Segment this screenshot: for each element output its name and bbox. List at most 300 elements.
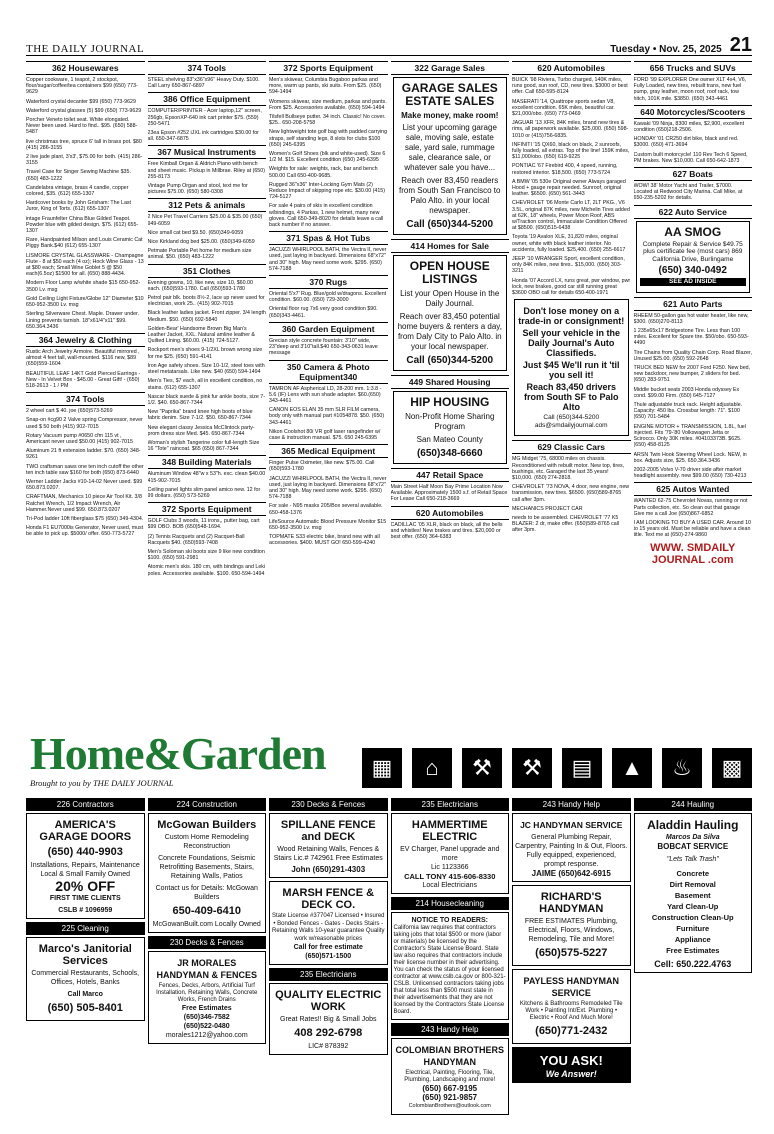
- section-header: 447 Retail Space: [391, 468, 510, 482]
- service-item: Concrete: [676, 869, 709, 878]
- call-label: Call Marco: [67, 991, 103, 998]
- business-phone-alt: (650)522-0480: [183, 1023, 230, 1030]
- section-header: 312 Pets & animals: [148, 198, 267, 212]
- classified-ad: Atomic men's skis. 180 cm, with bindings and Leki poles. Accessories available. $100. 650-594-1494: [147, 564, 266, 577]
- business-specialties: Concrete Foundations, Seismic Retrofitting Basements, Stairs, Retaining Walls, Patios: [158, 855, 256, 880]
- section-header: 640 Motorcycles/Scooters: [634, 105, 753, 119]
- promo-title: HIP HOUSING: [410, 395, 490, 409]
- section-header: 322 Garage Sales: [391, 61, 510, 75]
- business-email[interactable]: morales1212@yahoo.com: [165, 1032, 248, 1039]
- mcgowan-builders-ad: [148, 813, 267, 933]
- ad-list: [391, 484, 510, 503]
- section-header: 449 Shared Housing: [391, 375, 510, 389]
- promo-line: Reach 83,450 drivers from South SF to Palo Alto: [524, 382, 619, 413]
- promo-body: List your upcoming garage sale, moving sale, estate sale, yard sale, rummage sale, clearance sale, or whatever sale you have...: [402, 123, 497, 172]
- classified-ad: 2 Nice Pet Travel Carriers $25.00 & $35.00 (650) 949-6059: [147, 214, 263, 227]
- offer-percent: 20% OFF: [55, 878, 116, 894]
- saw-icon: ▤: [562, 748, 602, 788]
- classified-ad: live christmas tree, spruce 6' tall in brass pot. $80 (415) 286-3155: [26, 138, 142, 151]
- classified-ad: CHEVROLET '06 Monte Carlo LT, 2LT PKG., V6 3.5L, original 87K miles, new Michelin Tires added at 62K, 18" wheels, Power Moon Roof, ABS w/Traction control, Immaculate Condition Offered at $8500. (650)515-6438: [512, 200, 630, 232]
- notice-title: NOTICE TO READERS:: [411, 917, 488, 924]
- promo-contact: Call (650)344-5200 ads@smdailyjournal.com: [534, 414, 608, 429]
- business-services: Electrical, Painting, Flooring, Tile, Plumbing, Landscaping and more!: [404, 1070, 496, 1083]
- business-phone: (650)575-5227: [535, 947, 608, 959]
- toolbox-icon: ▩: [712, 748, 752, 788]
- section-header: 226 Contractors: [26, 798, 145, 811]
- business-tagline: Local Electricians: [422, 882, 477, 889]
- jc-handyman-ad: [512, 813, 631, 882]
- classified-ad: Kawaki '09 Ninja, 8300 miles, $2,900, excellent condition (650)218-2506.: [633, 120, 745, 134]
- classified-ad: needs to be assembled. CHEVROLET '77 K5 BLAZER: 2 dr, make offer. (650)589-8765 call after 3pm.: [512, 514, 620, 534]
- classified-ad: Honda '07 Accord LX, runs great, pwr window, pwr lock, new brakes, good car still running great $3600 OBO call for details 650-400-1971: [512, 277, 631, 297]
- section-header: 625 Autos Wanted: [634, 482, 753, 496]
- promo-body: List your Open House in the Daily Journal.: [400, 289, 500, 308]
- classified-ad: CHEVROLET '73 NOVA, 4 door, new engine, new transmission, new tires. $6500. (650)589-8765 call after 3pm.: [512, 484, 630, 503]
- classified-ad: Honda F1 EU7000is Generator, Never used, must be able to pick up. $5000/ offer. 650-773-5727: [26, 525, 144, 538]
- section-header: 620 Automobiles: [512, 61, 631, 75]
- classified-ad: STEEL shelving 83"x36"x96" Heavy Duty. $100. Call Larry 650-867-6897: [147, 77, 260, 90]
- wrench-icon: ⚒: [462, 748, 502, 788]
- license-number: Lic 1123366: [430, 864, 469, 871]
- owner-name: Marcos Da Silva: [665, 834, 720, 841]
- classified-ad: MECHANICS PROJECT CAR: [512, 505, 583, 512]
- ad-list: [634, 77, 753, 102]
- classified-ad: Woman's stylish Tangerine color full-length Size 16 "Tote" raincoat. $65 (650) 867-7344: [147, 439, 260, 453]
- service-list: [637, 868, 750, 956]
- business-name: MARSH FENCE & DECK CO.: [282, 887, 375, 911]
- notice-body: California law requires that contractors taking jobs that total $500 or more (labor or materials) be licensed by the Contractor's State License Board. State law also requires that contractors include their license number in their advertising. You can check the status of your licensed contractor at www.cslb.ca.gov or 800-321-CSLB. Unlicensed contractors taking jobs that total less than $500 must state in their advertisements that they are not licensed by the Contractors State License Board.: [393, 925, 506, 1015]
- richards-handyman-ad: [512, 885, 631, 966]
- classified-ad: Vintage Pump Organ and stool, text me for pictures $75.00. (650) 580-0308: [147, 183, 248, 196]
- promo-phone: Call (650)344-5200: [406, 219, 494, 230]
- classified-ad: 1 235x65x17 Bridgestone Tire. Less than 100 miles. Excellent for Spare tire. $50/obo. 650-593-4490: [633, 328, 749, 347]
- marcos-janitorial-ad: [26, 937, 145, 1021]
- service-item: Basement: [674, 891, 711, 900]
- classified-ad: Middle bucket seats 2003 Honda odyssey Ex cond. $99.00 Firm. (650) 645-7127: [633, 386, 740, 399]
- ad-list: [391, 522, 510, 541]
- classified-ad: TAMRON AF Aspherical LD, 28-200 mm. 1:3.8 - 5.6 (IF) Lens with sun shade adapter. $60.(650) 343-4461: [269, 385, 382, 404]
- business-phone: 650-409-6410: [172, 905, 241, 917]
- aladdin-hauling-ad: [634, 813, 753, 973]
- classified-ad: Nascar black suede & pink fur ankle boots, size 7-1/2. $40. 650-867-7344: [147, 393, 265, 406]
- masthead-right: [610, 35, 752, 55]
- classified-ad: JEEP '10 WRANGER Sport, excellent condition, only 84K miles, new tires.. $15,000. (650) 303-3211: [512, 256, 625, 275]
- business-phone-alt: (650) 921-9857: [422, 1093, 478, 1102]
- classified-ad: Men's Ties, $7 each, all in excellent condition, no stains. (612) 655-1307: [147, 378, 263, 391]
- business-name: JC HANDYMAN SERVICE: [520, 820, 623, 830]
- classified-ad: JAGUAR '13 XFR, 84K miles, brand new tires & rims, all paperwork available. $25,000. (650) 598-1010 or (415)756-6835.: [512, 120, 629, 139]
- ad-list: [148, 280, 267, 453]
- section-header: 244 Hauling: [634, 798, 753, 811]
- business-services: General Plumbing Repair, Carpentry, Painting In & Out, Floors.: [515, 834, 628, 850]
- classified-ad: 23ea Epson #252 iJXL ink cartridges $30.00 for all. 650-347-6875: [147, 130, 259, 143]
- paint-roller-icon: ▦: [362, 748, 402, 788]
- ad-list: [269, 247, 388, 272]
- smdailyjournal-logo[interactable]: WWW. SMDAILY JOURNAL .com: [650, 541, 736, 566]
- business-phone: (650) 505-8401: [47, 1002, 123, 1014]
- hip-housing-ad: [393, 391, 508, 464]
- see-ad-inside-badge: SEE AD INSIDE: [640, 278, 747, 286]
- ad-list: [26, 77, 145, 330]
- classified-ad: HONDAY '01 CR250 dirt bike, black and red. $3000. (650) 471-3694: [633, 136, 739, 149]
- classified-ad: A BMW '05 530e Original owner Always garaged Hood + gauge repair needed. Sunroof, original leather. $6500. (650) 561-3443: [512, 178, 626, 198]
- classified-ad: CRAFTMAN, Mechanics 10 piece Air Tool Kit. 3/8 Ratchet Wrench, 1/2 Impact Wrench, Air Hammer.Never used $99. 650.873.0207: [26, 494, 142, 513]
- classified-ad: Rotary Vacuum pump #0650 cfm 115 vt , Americant never used $50.00 (415) 902-7015: [26, 432, 133, 445]
- business-slogan: "Lets Talk Trash": [666, 856, 719, 863]
- marsh-fence-ad: [269, 881, 388, 965]
- home-garden-banner: [30, 728, 752, 788]
- section-header: 360 Garden Equipment: [269, 322, 388, 336]
- classified-ad: Tire Chains from Quality Chain Corp. Road Blazer, Unused $25.00. (650) 592-2648: [633, 349, 752, 362]
- quality-electric-ad: [269, 983, 388, 1055]
- classified-ad: FORD '99 EXPLORER One owner XLT 4x4, V6, Fully Loaded, new tires, rebuilt trans, new fuel pump, gray leather, moon roof, roof rack, tow hitch, 101K mile. $3850. (650) 343-4461: [633, 77, 747, 102]
- classified-ad: Thule adjustable truck rack. Height adjustable. Capacity: 450 lbs. Crossbar length: 71". $100 (650) 701-5484: [633, 402, 743, 421]
- classified-ad: Oriental floor rug 7x6 very good condition $90. (650)343-4461.: [269, 306, 378, 319]
- home-garden-title: Home&Garden: [30, 728, 326, 779]
- classified-column-6: [634, 60, 753, 724]
- ad-list: [26, 408, 145, 537]
- business-name: McGowan Builders: [157, 819, 257, 831]
- section-header: 370 Rugs: [269, 275, 388, 289]
- classified-ad: Hardcover books by John Grisham: The Last Juror, King of Torts. (612) 655-1307: [26, 200, 132, 213]
- home-garden-subtitle: Brought to you by THE DAILY JOURNAL: [30, 778, 174, 788]
- business-name: PAYLESS HANDYMAN SERVICE: [523, 976, 619, 998]
- auto-classifieds-promo: [514, 299, 629, 436]
- business-services: Great Rates!! Big & Small Jobs: [280, 1016, 377, 1023]
- ad-list: [634, 183, 753, 202]
- classified-ad: Iron Age safety shoes. Size 10-1/2, steel toes with steel metatarsals. Like new. $40 (650) 594-1494: [147, 362, 265, 376]
- classified-ad: Candelabra vintage, brass 4 candle, copper colored, $35. (612) 655-1307: [26, 184, 129, 198]
- classified-ad: TOPMATE S33 electric bike, brand new with all accessories. $400. MUST GO! 650-599-4240: [269, 534, 380, 547]
- section-header: 230 Decks & Fences: [269, 798, 388, 811]
- open-house-promo: [393, 255, 508, 371]
- business-tagline: Fully equipped, experienced, prompt response.: [526, 852, 616, 868]
- service-item: Furniture: [676, 924, 710, 933]
- ad-list: [148, 77, 267, 89]
- classified-ad: Ceiling panel lights slim panel amico new. 12 for 99 dollars. (650) 573-5269: [147, 486, 261, 499]
- faucet-icon: ♨: [662, 748, 702, 788]
- business-phone: Cell: 650.222.4763: [654, 959, 732, 969]
- classified-ad: Nice Kirkland dog bed $25.00. (650)349-6059: [147, 239, 255, 246]
- classified-ad: Petrol pair blk. boots 8½-2, lace up never used for electrician, work 25.. (415) 902-7015: [147, 295, 265, 308]
- section-header: 386 Office Equipment: [148, 92, 267, 106]
- promo-line: Sell your vehicle in the Daily Journal's Auto Classifieds.: [522, 328, 621, 359]
- classified-ad: Tri-Pod ladder 10ft fiberglass $75 (650) 349-4304.: [26, 515, 144, 522]
- section-header: 367 Musical Instruments: [148, 145, 267, 159]
- classified-ad: Nice small cat bed $9.50. (650)349-6059: [147, 229, 244, 236]
- promo-line: Don't lose money on a trade-in or consignment!: [518, 306, 625, 327]
- classified-ad: CADILLAC '05 XLR, black on black, all the bells and whistles! New brakes and tires. $20,000 or best offer. (650) 364-6383: [390, 521, 503, 541]
- service-item: Free Estimates: [666, 946, 720, 955]
- you-ask-headline: YOU ASK!: [539, 1053, 603, 1068]
- business-website: McGowanBuilt.com Locally Owned: [152, 921, 261, 928]
- classified-ad: Golden-Bear' Handsome Brown Big Man's Leather Jacket, XXL. Natural amline leather & Quilted Lining. $60.00. (415) 724-5127.: [147, 325, 255, 345]
- business-email[interactable]: ColombianBrothers@outlook.com: [408, 1103, 491, 1109]
- classified-ad: Women's Golf Shoes (blk and white-used). Size 6 1/2 M. $15. Excellent condition (650) 245-6395: [269, 151, 386, 164]
- section-header: 620 Automobiles: [391, 506, 510, 520]
- spillane-fence-ad: [269, 813, 388, 878]
- directory-column-6: [634, 798, 753, 1132]
- paper-name: THE DAILY JOURNAL: [26, 43, 145, 55]
- classified-ad: 2002-2005 Volvo V-70 driver side after market headlight assembly. new $99.00 (650) 730-4213: [633, 466, 747, 480]
- section-header: 374 Tools: [26, 392, 145, 406]
- section-header: 351 Clothes: [148, 264, 267, 278]
- classified-ad: Rockport men's shoes 9-1/2XL brown wrong size for me $25. (650) 591-4141: [147, 347, 263, 360]
- license-number: LIC# 878392: [308, 1043, 349, 1050]
- section-header: 364 Jewelry & Clothing: [26, 333, 145, 347]
- license-number: CSLB # 1096959: [58, 907, 113, 914]
- classified-ad: I AM LOOKING TO BUY A USED CAR. Around 10 to 15 years old. Must be reliable and have a clean title. Text me at (650)-274-9860: [633, 519, 751, 539]
- classified-column-1: [26, 60, 145, 724]
- classified-ad: Travel Case for Singer Sewing Machine $35. (650) 483-1222: [26, 169, 131, 182]
- directory-column-4: [391, 798, 510, 1132]
- business-services: Kitchens & Bathrooms Remodeled Tile Work • Painting Int/Ext. Plumbing • Electric • Roof And Much More!: [519, 1001, 623, 1021]
- section-header: 365 Medical Equipment: [269, 444, 388, 458]
- classified-ad: Modern Floor Lamp w/white shade $15 650-952-3500 Lv. msg: [26, 280, 141, 293]
- promo-reach: Reach over 83,450 potential home buyers & renters a day, from Daly City to Palo Alto. in your local newspaper.: [397, 312, 502, 351]
- business-phone: (650)346-7582: [183, 1014, 230, 1021]
- section-header: 225 Cleaning: [26, 922, 145, 935]
- business-services: Commercial Restaurants, Schools, Offices, Hotels, Banks: [31, 970, 140, 986]
- classified-ad: MG Midget '75, 68000 miles on chassis. Reconditioned with rebuilt motor. New top, tires, bushings, etc. Garaged the last 35 years! $10,000. (650) 274-2818.: [512, 456, 625, 481]
- business-phone: 408 292-6798: [294, 1027, 363, 1039]
- ad-list: [148, 214, 267, 260]
- garage-sale-promo: [393, 77, 508, 235]
- business-name: SPILLANE FENCE and DECK: [280, 819, 376, 843]
- classified-ad: COMPUTER/PRINTER - Acer laptop,12" screen, 256gb, EpsonXP-640 ink cart printer $75. (559) 250-5471: [147, 108, 262, 127]
- business-name: Marco's Janitorial Services: [38, 943, 132, 967]
- business-phone: (650)571-1500: [305, 953, 352, 960]
- section-header: 243 Handy Help: [512, 798, 631, 811]
- classified-ad: LifeSource Automatic Blood Pressure Monitor $15 650-952-3500 Lv. msg: [269, 518, 387, 531]
- classified-ad: LISMORE CRYSTAL GLASSWARE - Champagne Flute - 8 at $50 each (4 oz); Hock Wine Glass - 13 at $80 each; Small Wine Goblet 5 @ $50 each(6.5oz) $1500 for all. (650) 888-4434.: [26, 252, 144, 278]
- classified-ad: Oriental 5'x7' Rug. Blue/gold w/dragons. Excellent condition. $60.00. (650) 729-3000: [269, 291, 387, 304]
- business-name: JR MORALES HANDYMAN & FENCES: [156, 958, 257, 980]
- house-icon: ⌂: [412, 748, 452, 788]
- business-name: HAMMERTIME ELECTRIC: [411, 819, 488, 843]
- classified-ad: Weights for sale: weights, rack, bar and bench 500.00 Call 650-400-9685.: [269, 166, 378, 179]
- classified-ad: Sterling Silverware Chest. Maple. Drawer under. Lining prevents tarnish. 18"x61/4"x11" $99. 650.364.3436: [26, 311, 140, 330]
- classified-ad: Finger Pulse Oximeter, like new. $75.00. Call (650)593-1780: [269, 460, 375, 473]
- promo-phone: (650)348-6660: [416, 448, 483, 459]
- classified-ad: 2 live jade plant, 3'x3', $75.00 for both. (415) 286-3155: [26, 154, 143, 167]
- section-header: 235 Electricians: [269, 968, 388, 981]
- classified-ad: INFINITI '15 QX60, black on black, 2 sunroofs, fully loaded, all extras. Top of the line! 159K miles, $11,000/obo. (650) 619-9225: [512, 141, 630, 161]
- classified-ad: Aluminum Window 48"w x 53"h. exc. clean $40.00 415-902-7015: [147, 471, 266, 484]
- promo-title: GARAGE SALES ESTATE SALES: [401, 81, 498, 108]
- business-name: RICHARD'S HANDYMAN: [539, 891, 604, 915]
- service-directory: [26, 798, 752, 1132]
- classified-ad: Rustic Arch Jewelry Armoire. Beautiful mirrored , almost 4 feet tall, wall-mounted. $116 new, $89 (650)559-1604: [26, 348, 140, 368]
- directory-column-5: [512, 798, 631, 1132]
- business-tagline: Local & Small Family Owned: [40, 871, 130, 878]
- ad-list: [269, 291, 388, 319]
- section-header: 348 Building Materials: [148, 455, 267, 469]
- section-header: 224 Construction: [148, 798, 267, 811]
- ad-list: [148, 161, 267, 195]
- cslb-notice: [391, 912, 510, 1020]
- business-name: AMERICA'S GARAGE DOORS: [39, 819, 132, 843]
- classified-ad: MASERATI '14, Quattrope sports sedan V8, excellent condition. 65K miles, beautiful car. $21,000/obo. (650) 773-0469: [512, 98, 615, 118]
- colombian-brothers-ad: [391, 1038, 510, 1115]
- section-header: 243 Handy Help: [391, 1023, 510, 1036]
- business-services: Fences, Decks, Arbors, Artificial Turf Installation, Retaining Walls, Concrete Works, French Drains: [156, 983, 258, 1003]
- classified-ad: Tilsfell Bullseye putter. 34 inch. Classic! No cover. $25.. 650-208-5758: [269, 114, 386, 127]
- ad-list: [148, 471, 267, 499]
- free-estimates: Free Estimates: [181, 1005, 232, 1012]
- promo-reach: Reach over 83,450 readers from South San Francisco to Palo Alto. in your local newspaper.: [399, 176, 501, 215]
- classified-ad: TWO craftsman saws one ten inch cutoff the other ten inch table saw $160 for both (650) 873-6440: [26, 463, 144, 476]
- classified-ad: WANTED 62-75 Chevrolet Novas, running or not Parts collection, etc. So clean out that garage Give me a call Joe (650)867-6852: [633, 498, 748, 517]
- section-header: 230 Decks & Fences: [148, 936, 267, 949]
- americas-garage-doors-ad: [26, 813, 145, 919]
- service-item: Construction Clean-Up: [651, 913, 734, 922]
- section-header: 362 Housewares: [26, 61, 145, 75]
- ad-list: [269, 338, 388, 357]
- business-name: Aladdin Hauling: [647, 818, 739, 832]
- promo-body: Complete Repair & Service $49.75 plus certificate fee (most cars) 869 California Drive, Burlingame: [642, 240, 743, 263]
- classified-ad: Snap-on #cg90 2 Valve spring Compressor, never used $ 50 both (415) 902-7015: [26, 417, 143, 430]
- ad-list: [269, 460, 388, 546]
- ad-list: [26, 349, 145, 389]
- classified-ad: TRUCK BED NEW for 2007 Ford F250. New bed, new backdoor, new bumper, 2 sliders for bed. (650) 283-9751: [633, 365, 751, 384]
- business-name: QUALITY ELECTRIC WORK: [275, 989, 382, 1013]
- classified-ad: GOLF Clubs 3 woods, 11 irons,, putter bag, cart $99 OBO. BOB (650)548-1694.: [147, 518, 260, 531]
- you-ask-promo: [512, 1047, 631, 1083]
- promo-line: Just $45 We'll run it 'til you sell it!: [522, 360, 620, 381]
- classified-ad: RHEEM 50-gallon gas hot water heater, like new, $300. (650)270-8113: [633, 312, 749, 325]
- call-label: Call for free estimate: [293, 944, 363, 951]
- business-services: State License #377047 Licensed • Insured • Bonded Fences - Gates - Decks Stairs - Retaining Walls 10-year guarantee Quality work w/reasonable prices: [272, 913, 385, 942]
- classified-ad: Evening gowns, 10, like new, size 10, $60.00 each. (650)593-1780. Call (650)593-1780: [147, 279, 253, 292]
- classified-ad: Rare, Handpainted Milson and Louis Ceramic Cat Piggy Bank.$40 (612) 655-1307: [26, 237, 143, 250]
- classified-ad: Toyota '19 Avalon XLE, 31,820 miles, original owner, white with black leather interior. No accidents, fully loaded. $25,400. (650) 255-6617: [512, 234, 626, 253]
- classified-ad: ARSN Twin Hook Steering Wheel Lock. NEW, in box. Adjusts size, $25. 650.364.3436: [633, 451, 747, 464]
- classified-ad: JACUZZI WHIRLPOOL BATH, the Vectra II, never used, just laying in backyard. Dimensions 68"x72" and 30" high. May need some work. $295. (650) 574-7188: [269, 247, 387, 272]
- promo-title: OPEN HOUSE LISTINGS: [409, 259, 490, 286]
- ad-list: [634, 121, 753, 164]
- jr-morales-ad: [148, 951, 267, 1044]
- classified-ad: intage Fraunfelter China Blue Gilded Teapot. Powder blue with gilded design. $75. (612) 655-1307: [26, 215, 139, 235]
- hammer-icon: ⚒: [512, 748, 552, 788]
- section-header: 214 Housecleaning: [391, 897, 510, 910]
- service-item: Dirt Removal: [669, 880, 716, 889]
- classified-ad: WOW! 38' Motor Yacht and Trailer, $7000. Located at Redwood City Marina. Call Mike, at 650-235-5202 for details.: [633, 183, 743, 202]
- classified-ad: Gold Ceiling Light Fixture/Globe 12" Diameter $10 650-952-3500 Lv. msg: [26, 295, 144, 309]
- classified-ad: Aluminum 21 ft extension ladder. $70. (650) 348-9261: [26, 448, 141, 461]
- classifieds: [26, 60, 752, 724]
- business-name: COLOMBIAN BROTHERS HANDYMAN: [395, 1045, 504, 1067]
- section-header: 372 Sports Equipment: [148, 502, 267, 516]
- business-phone: JAIME (650)642-6915: [531, 869, 611, 878]
- promo-area: San Mateo County: [416, 435, 483, 444]
- business-phone: CALL TONY 415-606-8330: [404, 872, 496, 881]
- classified-ad: Womens skiwear, size medium, parkas and pants. From $25. Accessories available. (650) 594-1494: [269, 98, 387, 111]
- section-header: 371 Spas & Hot Tubs: [269, 231, 388, 245]
- promo-body: Non-Profit Home Sharing Program: [405, 412, 495, 431]
- service-item: Yard Clean-Up: [667, 902, 719, 911]
- classified-ad: New "Paprika" brand knee high boots of blue fabric denim. Size 7-1/2. $50. 650-867-7344: [147, 409, 253, 422]
- classified-ad: BEAUTIFUL LEAF 14KT Gold Pierced Earrings - New - In Velvet Box - $45.00 - Great Gift! - (650) 518-2613 - 1 / PM: [26, 370, 141, 389]
- masthead: [26, 34, 752, 56]
- promo-phone: (650) 340-0492: [658, 265, 727, 277]
- classified-ad: Free Kimball Organ & Aldrich Piano with bench and sheet music. Pickup in Millbrae. Riley at (650) 255-8173: [147, 161, 265, 180]
- section-header: 235 Electricians: [391, 798, 510, 811]
- classified-ad: Men's skiwear, Columbia Bugaboo parkas and more, warm up pants, ski suits. From $25. (650) 594-1494: [269, 77, 382, 96]
- business-phone: (650)771-2432: [535, 1025, 608, 1037]
- classified-ad: Custom built motorcycle! 110 Rev Tech 6 Speed, PM brakes. New $10,000. Call 650-642-1873: [633, 151, 748, 164]
- classified-ad: PONTIAC '67 Firebird 400, 4 speed, running, restored interior. $18,500. (650) 773-5724: [512, 163, 618, 176]
- ad-list: [512, 456, 631, 533]
- classified-ad: Men's Soloman ski boots size 9 like new condition $100. (650) 591-2981: [147, 548, 265, 562]
- classified-ad: New lightweight tote golf bag with padded carrying straps, self standing legs, 8 slots for clubs $100 (650) 245-6395: [269, 129, 388, 148]
- business-services: Installations, Repairs, Maintenance: [30, 862, 140, 869]
- section-header: 350 Camera & Photo Equipment340: [269, 360, 388, 384]
- classified-ad: Copper cookware, 1 teapot, 2 stockpot, flour/sugar/coffee/tea containers $99 (650) 773-9629: [26, 77, 138, 96]
- business-phone: (650) 440-9903: [47, 846, 123, 858]
- section-header: 629 Classic Cars: [512, 440, 631, 454]
- tool-icons: [350, 748, 752, 788]
- section-header: 621 Auto Parts: [634, 297, 753, 311]
- page-number: 21: [729, 34, 752, 56]
- home-garden-logo: [30, 728, 350, 788]
- classified-ad: For sale - N95 masks 205/Box several available. 650-458-1376: [269, 503, 383, 516]
- section-header: 656 Trucks and SUVs: [634, 61, 753, 75]
- aa-smog-ad: [636, 221, 751, 293]
- section-header: 414 Homes for Sale: [391, 239, 510, 253]
- classified-ad: BUICK '98 Riviera, Turbo charged, 140K miles, runs good, sun roof, CD, new tires. $3000 or best offer. Call 650-595-8124: [512, 77, 628, 96]
- classified-ad: For sale 4 pairs of skis in excellent condition w/bindings, 4 Parkas, 1 new helmet, many new gloves. Call 650-349-8020 for details leave a call back number if no answer.: [269, 203, 384, 229]
- classified-ad: Werner Ladder Jacks #10-14-02 Never used. $99 650.873.0207.: [26, 478, 143, 492]
- section-header: 372 Sports Equipment: [269, 61, 388, 75]
- directory-column-3: [269, 798, 388, 1132]
- classified-ad: Nikon Coolshot 80i VR golf laser rangefinder w/ case & instruction manual. $75. 650 245-6395: [269, 428, 381, 441]
- classified-column-2: [148, 60, 267, 724]
- promo-phone: Call (650)344-5200: [406, 355, 494, 366]
- classified-ad: Porcher Veneto toilet seat. White elongated. Never been used. Hard to find.. $95. (650) 588-5487: [26, 117, 138, 136]
- section-header: 627 Boats: [634, 167, 753, 181]
- business-services: Wood Retaining Walls, Fences & Stairs Lic.# 742961 Free Estimates: [273, 846, 383, 862]
- offer-terms: FIRST TIME CLIENTS: [49, 895, 121, 902]
- section-header: 374 Tools: [148, 61, 267, 75]
- directory-column-2: [148, 798, 267, 1132]
- business-services: FREE ESTIMATES Plumbing, Electrical, Floors, Windows, Remodeling, Tile and More!: [524, 918, 618, 943]
- drill-icon: ▲: [612, 748, 652, 788]
- directory-column-1: [26, 798, 145, 1132]
- classified-ad: Waterford crystal glasses (5) $99 (650) 773-9629: [26, 107, 142, 114]
- section-header: 622 Auto Service: [634, 205, 753, 219]
- classified-ad: JACUZZI WHIRLPOOL BATH, the Vectra II, never used, just laying in backyard. Dimensions 68"x72" and 30" high. May need some work. $295. (650) 574-7188: [269, 475, 387, 501]
- payless-handyman-ad: [512, 969, 631, 1044]
- classified-column-3: [269, 60, 388, 724]
- classified-ad: ENGINE MOTOR + TRANSMISSION, 1.8L, fuel injected. Fits '79-'80 Volkswagen Jetta or Scirocco. Only 30K miles. #04103373B. $625. (650) 458-8125: [633, 423, 746, 449]
- promo-tagline: Make money, make room!: [401, 111, 499, 120]
- ad-list: [148, 108, 267, 142]
- business-specialty: BOBCAT SERVICE: [657, 842, 729, 851]
- hammertime-electric-ad: [391, 813, 510, 894]
- classified-ad: Grecian style concrete fountain: 3'10" wide, 23"deep and 3'10"tall.$40 650-343-0631 leave message: [269, 337, 378, 357]
- ad-list: [512, 77, 631, 296]
- promo-title: AA SMOG: [664, 224, 722, 239]
- business-services: Custom Home Remodeling Reconstruction: [164, 834, 249, 850]
- classified-ad: Main Street Half Moon Bay Prime Location Now Available. Approximately 1500 s.f. of Retail Space For Lease Call 650-218-3669: [390, 484, 508, 503]
- ad-list: [148, 518, 267, 577]
- contact-note: Contact us for Details: McGowan Builders: [155, 885, 258, 901]
- business-phone: John (650)291-4303: [291, 865, 366, 874]
- classified-ad: CANON EOS ELAN 35 mm SLR FILM camera, body only with manual part #1054878. $50. (650) 343-4461: [269, 407, 385, 426]
- ad-list: [269, 77, 388, 228]
- business-services: EV Charger, Panel upgrade and more: [400, 846, 500, 862]
